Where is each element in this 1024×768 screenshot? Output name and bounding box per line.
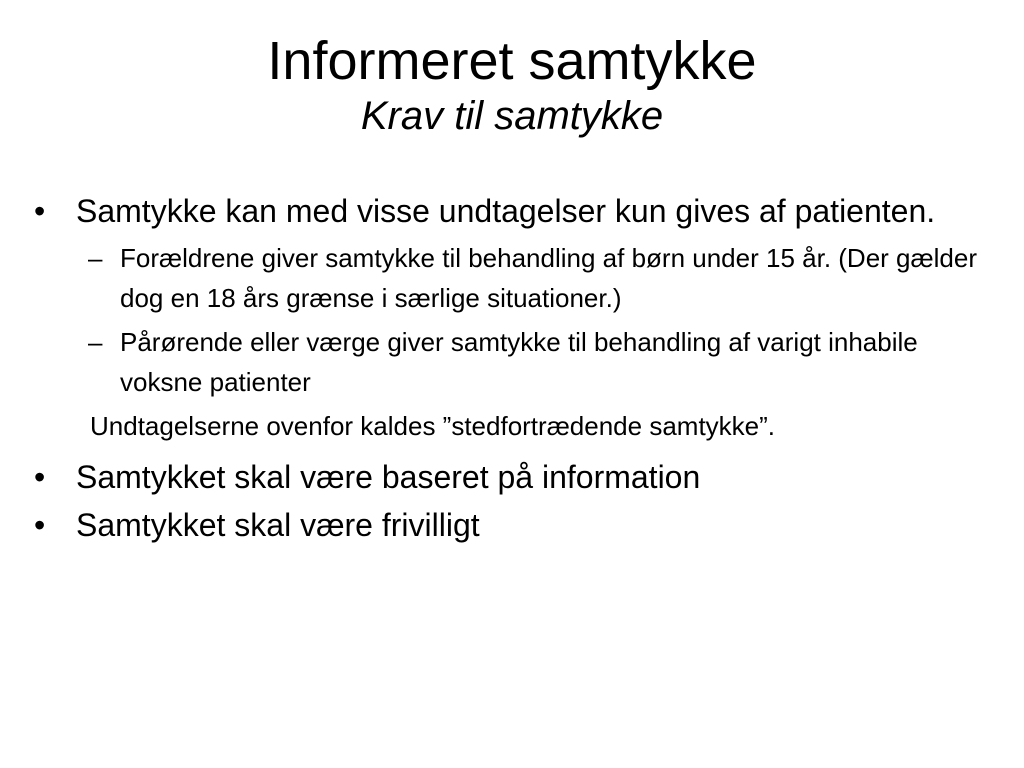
bullet-marker: • (34, 507, 46, 543)
sub-bullet-text: Pårørende eller værge giver samtykke til behandling af varigt inhabile voksne patienter (120, 327, 918, 397)
sub-bullet-item (34, 238, 994, 318)
slide-title: Informeret samtykke (267, 31, 757, 91)
bullet-item (34, 504, 994, 546)
slide-body (34, 190, 994, 552)
sub-bullet-text: Forældrene giver samtykke til behandling af børn under 15 år. (Der gælder dog en 18 års grænse i særlige situationer.) (120, 243, 977, 313)
sub-bullet-marker: – (88, 327, 103, 357)
bullet-marker: • (34, 459, 46, 495)
bullet-text: Samtykket skal være frivilligt (76, 507, 480, 543)
sub-bullet-item (34, 322, 994, 402)
bullet-item (34, 190, 994, 232)
note-text: Undtagelserne ovenfor kaldes ”stedfortrædende samtykke”. (90, 411, 776, 441)
bullet-text: Samtykke kan med visse undtagelser kun gives af patienten. (76, 193, 936, 229)
bullet-item (34, 456, 994, 498)
bullet-marker: • (34, 193, 46, 229)
sub-bullet-marker: – (88, 243, 103, 273)
bullet-text: Samtykket skal være baseret på information (76, 459, 701, 495)
title-block (0, 30, 1024, 140)
slide-subtitle: Krav til samtykke (360, 94, 664, 138)
